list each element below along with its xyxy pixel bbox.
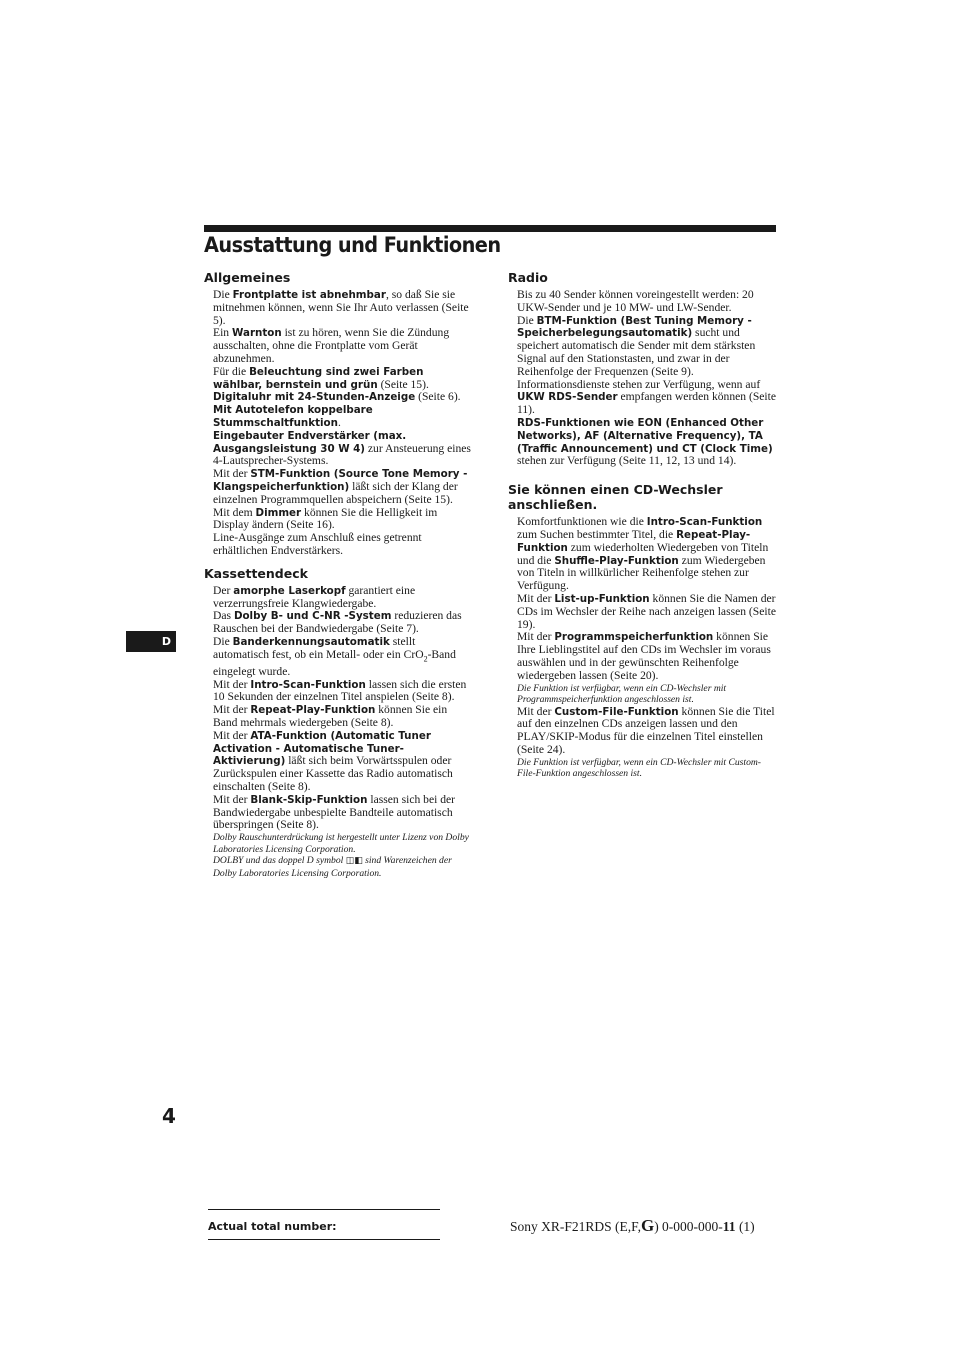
section-heading: Radio xyxy=(508,270,548,285)
actual-total-label: Actual total number: xyxy=(208,1220,337,1233)
paragraph: Line-Ausgänge zum Anschluß eines getrennt erhältlichen Endverstärkers. xyxy=(213,531,422,557)
paragraph: RDS-Funktionen wie EON (Enhanced Other Networks), AF (Alternative Frequency), TA (Traffic Announcement) und CT (Clock Time) stehen zur Verfügung (Seite 11, 12, 13 und 14). xyxy=(517,416,773,468)
paragraph: Die BTM-Funktion (Best Tuning Memory - Speicherbelegungsautomatik) sucht und speichert automatisch die Sender mit dem stärksten Signal auf den Stationstasten, und zwar in der Reihenfolge der Frequenzen (Seite 9). xyxy=(517,313,756,378)
section-kassettendeck xyxy=(204,566,474,879)
model-code: Sony XR-F21RDS (E,F,G) 0-000-000-11 (1) xyxy=(510,1216,755,1235)
section-heading: Sie können einen CD-Wechsler anschließen. xyxy=(508,482,723,513)
footnote: Die Funktion ist verfügbar, wenn ein CD-Wechsler mit Programmspeicherfunktion angeschlossen ist. xyxy=(517,682,727,706)
section-radio xyxy=(508,270,778,468)
footer-rule xyxy=(208,1239,440,1240)
section-allgemeines xyxy=(204,270,474,558)
paragraph: Ein Warnton ist zu hören, wenn Sie die Zündung ausschalten, ohne die Frontplatte vom Gerät abzunehmen. xyxy=(213,326,450,365)
paragraph: Mit der Programmspeicherfunktion können Sie Ihre Lieblingstitel auf den CDs im Wechsler im voraus auswählen und in der gewünschten Reihenfolge wiedergeben lassen (Seite 20). xyxy=(517,630,771,682)
dolby-symbol-icon: ◫◧ xyxy=(345,856,363,867)
section-cd-wechsler xyxy=(508,482,778,780)
section-heading: Kassettendeck xyxy=(204,565,308,581)
paragraph: Informationsdienste stehen zur Verfügung, wenn auf UKW RDS-Sender empfangen werden können (Seite 11). xyxy=(517,377,777,417)
language-tab: D xyxy=(126,631,176,652)
paragraph: Bis zu 40 Sender können voreingestellt werden: 20 UKW-Sender und je 10 MW- und LW-Sender. xyxy=(517,288,754,314)
paragraph: Mit dem Dimmer können Sie die Helligkeit im Display ändern (Seite 16). xyxy=(213,505,438,532)
page-title: Ausstattung und Funktionen xyxy=(204,233,501,257)
title-rule xyxy=(204,225,776,232)
paragraph: Digitaluhr mit 24-Stunden-Anzeige (Seite 6). xyxy=(213,390,461,404)
footer-rule xyxy=(208,1209,440,1210)
paragraph: Mit der ATA-Funktion (Automatic Tuner Activation - Automatische Tuner-Aktivierung) läßt sich beim Vorwärtsspulen oder Zurückspulen einer Kassette das Radio automatisch einschalten (Seite 8). xyxy=(213,728,453,793)
paragraph: Mit der List-up-Funktion können Sie die Namen der CDs im Wechsler der Reihe nach anzeigen lassen (Seite 19). xyxy=(517,591,776,631)
paragraph: Mit der Blank-Skip-Funktion lassen sich bei der Bandwiedergabe unbespielte Bandteile automatisch überspringen (Seite 8). xyxy=(213,792,456,832)
section-body xyxy=(517,289,778,468)
right-column xyxy=(508,270,778,788)
footnote: Dolby Rauschunterdrückung ist hergestellt unter Lizenz von Dolby Laboratories Licensing Corporation. xyxy=(213,832,469,855)
paragraph: Das Dolby B- und C-NR -System reduzieren das Rauschen bei der Bandwiedergabe (Seite 7). xyxy=(213,609,462,636)
paragraph: Mit Autotelefon koppelbare Stummschaltfunktion. xyxy=(213,404,373,429)
left-column xyxy=(204,270,474,887)
section-body xyxy=(517,516,778,780)
paragraph: Mit der Intro-Scan-Funktion lassen sich die ersten 10 Sekunden der einzelnen Titel anspielen (Seite 8). xyxy=(213,677,467,704)
paragraph: Mit der Repeat-Play-Funktion können Sie ein Band mehrmals wiedergeben (Seite 8). xyxy=(213,703,448,730)
paragraph: Die Banderkennungsautomatik stellt automatisch fest, ob ein Metall- oder ein CrO$_2$-Band eingelegt wurde. xyxy=(213,634,456,678)
paragraph: Komfortfunktionen wie die Intro-Scan-Funktion zum Suchen bestimmter Titel, die Repeat-Play-Funktion zum wiederholten Wiedergeben von Titeln und die Shuffle-Play-Funktion zum Wiedergeben von Titeln in willkürlicher Reihenfolge stehen zur Verfügung. xyxy=(517,515,769,593)
paragraph: Mit der STM-Funktion (Source Tone Memory - Klangspeicherfunktion) läßt sich der Klang der einzelnen Programmquellen abspeichern (Seite 15). xyxy=(213,467,468,506)
section-body xyxy=(213,289,474,558)
paragraph: Eingebauter Endverstärker (max. Ausgangsleistung 30 W 4) zur Ansteuerung eines 4-Lautsprecher-Systems. xyxy=(213,429,471,468)
section-body xyxy=(213,585,474,879)
footnote: Die Funktion ist verfügbar, wenn ein CD-Wechsler mit Custom-File-Funktion angeschlossen ist. xyxy=(517,756,761,780)
footnote: DOLBY und das doppel D symbol ◫◧ sind Warenzeichen der Dolby Laboratories Licensing Corporation. xyxy=(213,855,452,879)
paragraph: Mit der Custom-File-Funktion können Sie die Titel auf den einzelnen CDs anzeigen lassen und den PLAY/SKIP-Modus für die einzelnen Titel einstellen (Seite 24). xyxy=(517,704,775,756)
paragraph: Für die Beleuchtung sind zwei Farben wählbar, bernstein und grün (Seite 15). xyxy=(213,364,429,391)
paragraph: Die Frontplatte ist abnehmbar, so daß Sie sie mitnehmen können, wenn Sie Ihr Auto verlassen (Seite 5). xyxy=(213,288,469,327)
page-number: 4 xyxy=(162,1104,176,1128)
section-heading: Allgemeines xyxy=(204,270,291,285)
paragraph: Der amorphe Laserkopf garantiert eine verzerrungsfreie Klangwiedergabe. xyxy=(213,583,416,610)
